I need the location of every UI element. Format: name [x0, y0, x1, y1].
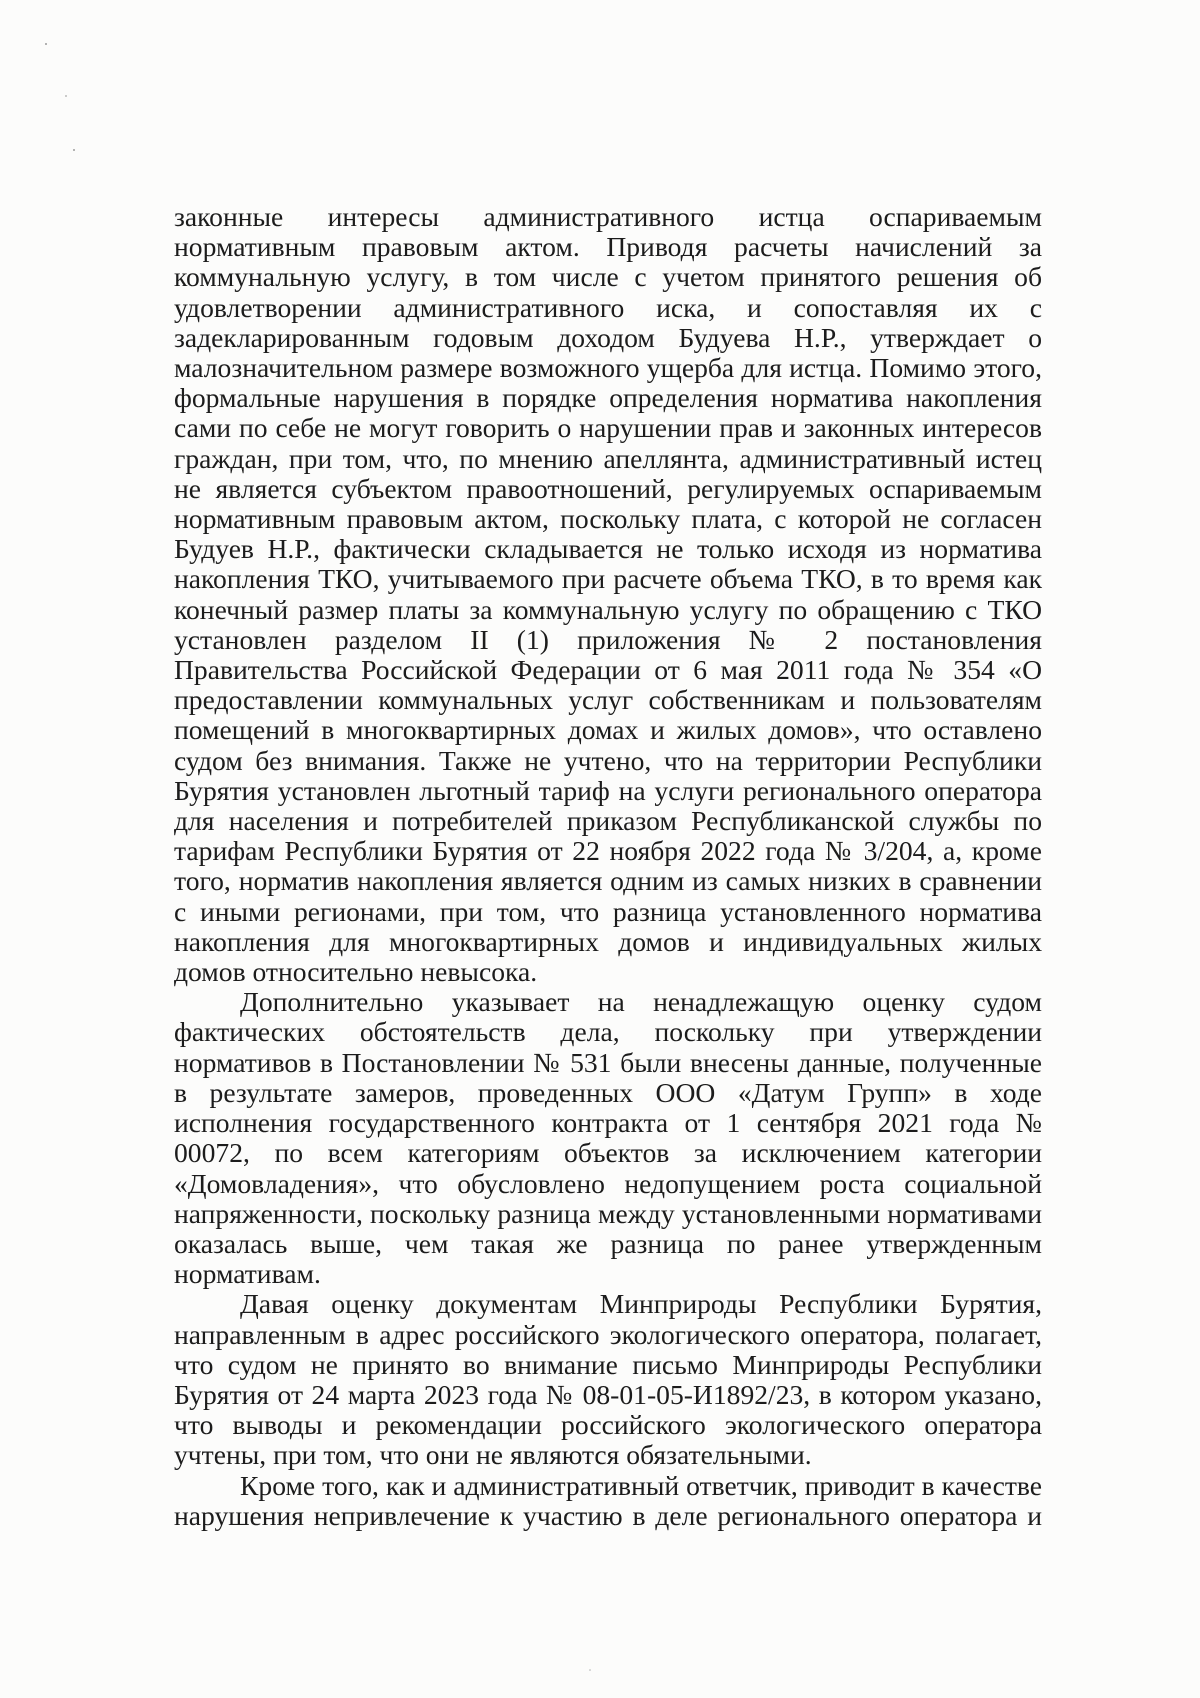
paragraph-1: законные интересы административного истца оспариваемым нормативным правовым актом. Приводя расчеты начислений за коммунальную услугу, в том числе с учетом принятого решения об удовлетворении административного иска, и сопоставляя их с задекларированным годовым доходом Будуева Н.Р., утверждает о малозначительном размере возможного ущерба для истца. Помимо этого, формальные нарушения в порядке определения норматива накопления сами по себе не могут говорить о нарушении прав и законных интересов граждан, при том, что, по мнению апеллянта, административный истец не является субъектом правоотношений, регулируемых оспариваемым нормативным правовым актом, поскольку плата, с которой не согласен Будуев Н.Р., фактически складывается не только исходя из норматива накопления ТКО, учитываемого при расчете объема ТКО, в то время как конечный размер платы за коммунальную услугу по обращению с ТКО установлен разделом II (1) приложения № 2 постановления Правительства Российской Федерации от 6 мая 2011 года № 354 «О предоставлении коммунальных услуг собственникам и пользователям помещений в многоквартирных домах и жилых домов», что оставлено судом без внимания. Также не учтено, что на территории Республики Бурятия установлен льготный тариф на услуги регионального оператора для населения и потребителей приказом Республиканской службы по тарифам Республики Бурятия от 22 ноября 2022 года № 3/204, а, кроме того, норматив накопления является одним из самых низких в сравнении с иными регионами, при том, что разница установленного норматива накопления для многоквартирных домов и индивидуальных жилых домов относительно невысока.	[174, 201, 1042, 988]
paragraph-3: Давая оценку документам Минприроды Республики Бурятия, направленным в адрес российского экологического оператора, полагает, что судом не принято во внимание письмо Минприроды Республики Бурятия от 24 марта 2023 года № 08-01-05-И1892/23, в котором указано, что выводы и рекомендации российского экологического оператора учтены, при том, что они не являются обязательными.	[174, 1288, 1042, 1471]
paragraph-4: Кроме того, как и административный ответчик, приводит в качестве нарушения непривлечение к участию в деле регионального оператора и	[174, 1469, 1042, 1531]
document-body	[174, 202, 1042, 1531]
paragraph-2: Дополнительно указывает на ненадлежащую оценку судом фактических обстоятельств дела, поскольку при утверждении нормативов в Постановлении № 531 были внесены данные, полученные в результате замеров, проведенных ООО «Датум Групп» в ходе исполнения государственного контракта от 1 сентября 2021 года № 00072, по всем категориям объектов за исключением категории «Домовладения», что обусловлено недопущением роста социальной напряженности, поскольку разница между установленными нормативами оказалась выше, чем такая же разница по ранее утвержденным нормативам.	[174, 986, 1042, 1290]
